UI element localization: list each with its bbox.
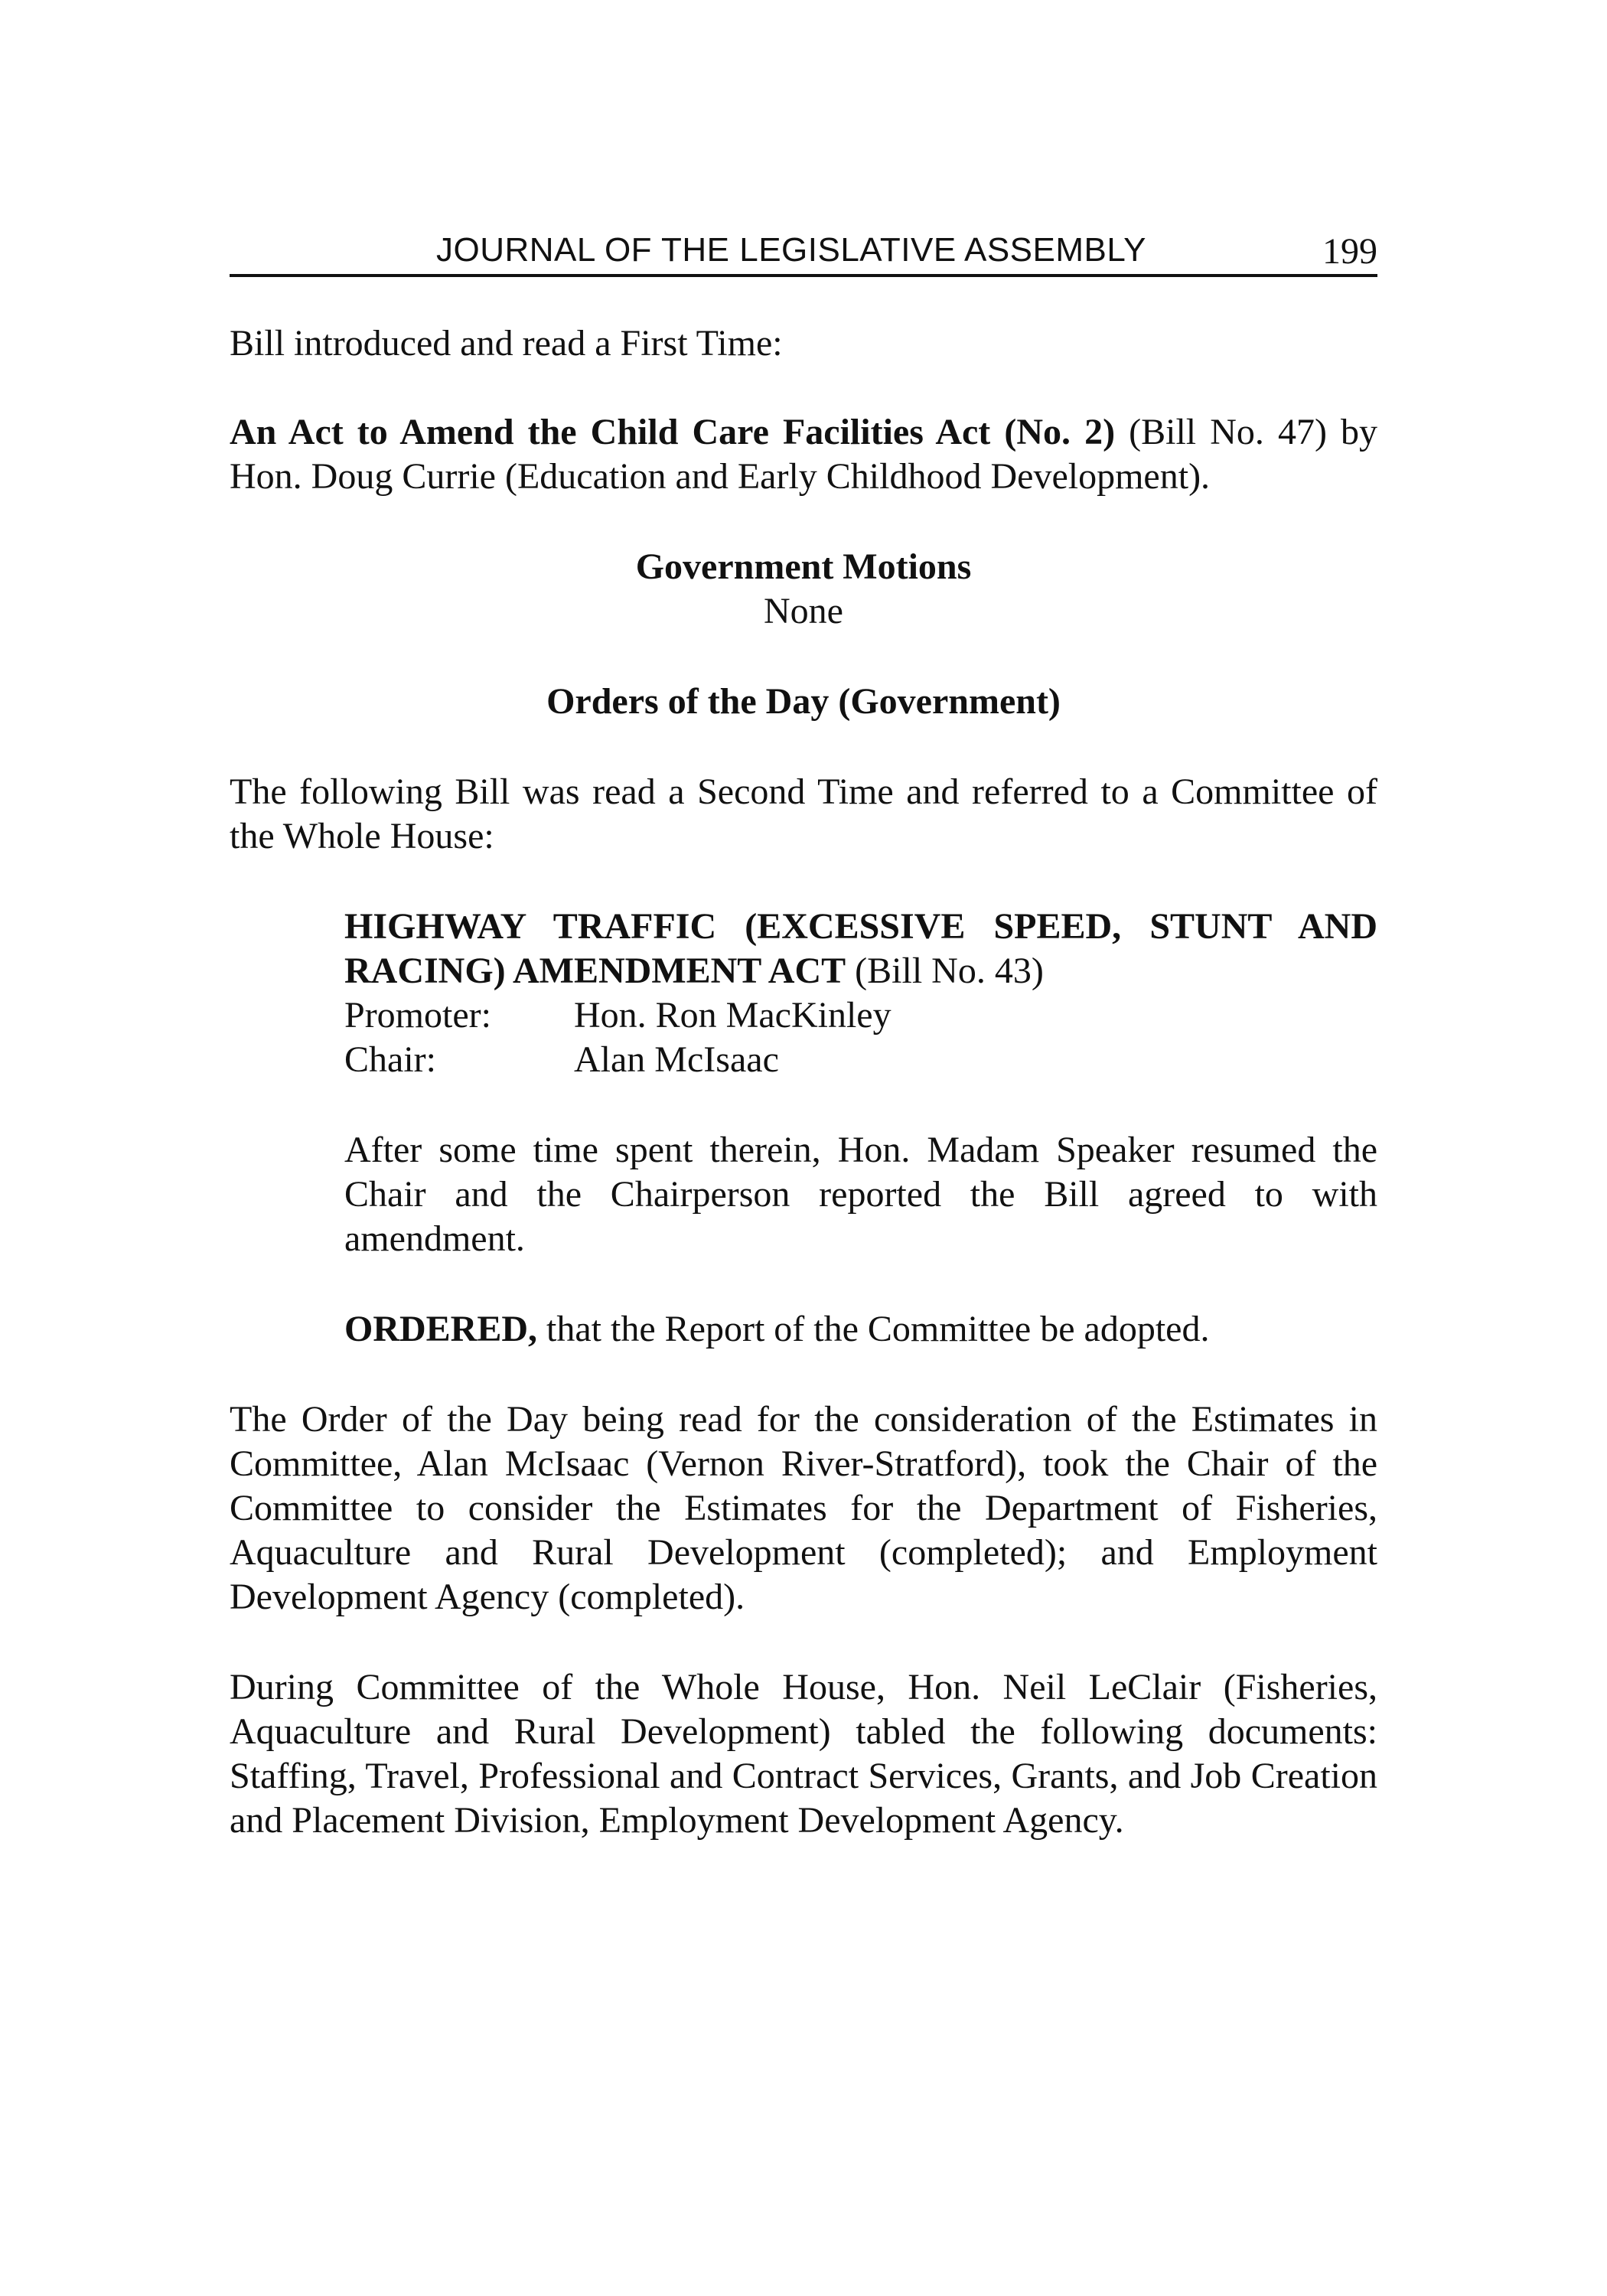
bill-43-block: [344, 905, 1377, 1352]
ordered-text: that the Report of the Committee be adopted.: [537, 1309, 1210, 1349]
ordered-paragraph: [344, 1307, 1377, 1352]
second-reading-paragraph: The following Bill was read a Second Time and referred to a Committee of the Whole House:: [230, 771, 1377, 856]
promoter-label: Promoter:: [344, 995, 491, 1035]
ordered-label: ORDERED,: [344, 1309, 538, 1349]
bill-47-details: (Bill No. 47) by Hon. Doug Currie (Education and Early Childhood Development).: [230, 412, 1378, 497]
bill-47-title: An Act to Amend the Child Care Facilities Act (No. 2): [230, 412, 1116, 452]
journal-title: JOURNAL OF THE LEGISLATIVE ASSEMBLY: [436, 231, 1146, 269]
promoter-row: [344, 993, 1377, 1038]
government-motions-heading: Government Motions: [635, 546, 972, 587]
promoter-value: Hon. Ron MacKinley: [574, 995, 892, 1035]
orders-of-the-day-heading: Orders of the Day (Government): [546, 681, 1061, 722]
tabled-documents-paragraph: During Committee of the Whole House, Hon. Neil LeClair (Fisheries, Aquaculture and Rural Development) tabled the following documents: Staffing, Travel, Professional and Contract Services, Grants, and Job Creation and Placement Division, Employment Development Agency.: [230, 1667, 1377, 1841]
bill-43-heading: [344, 905, 1377, 993]
government-motions-value: None: [764, 591, 843, 631]
running-header: [230, 227, 1377, 277]
intro-paragraph: Bill introduced and read a First Time:: [230, 323, 783, 364]
page-content: [230, 321, 1377, 1843]
committee-report-paragraph: After some time spent therein, Hon. Madam Speaker resumed the Chair and the Chairperson reported the Bill agreed to with amendment.: [344, 1130, 1377, 1259]
bill-47-paragraph: [230, 410, 1377, 499]
estimates-paragraph: The Order of the Day being read for the consideration of the Estimates in Committee, Alan McIsaac (Vernon River-Stratford), took the Chair of the Committee to consider the Estimates for the Department of Fisheries, Aquaculture and Rural Development (completed); and Employment Development Agency (completed).: [230, 1399, 1377, 1617]
chair-label: Chair:: [344, 1039, 436, 1080]
chair-value: Alan McIsaac: [574, 1039, 779, 1080]
chair-row: [344, 1038, 1377, 1082]
bill-43-title: HIGHWAY TRAFFIC (EXCESSIVE SPEED, STUNT AND RACING) AMENDMENT ACT: [344, 906, 1377, 991]
bill-43-number: (Bill No. 43): [846, 951, 1044, 991]
page-number: 199: [1322, 231, 1377, 272]
